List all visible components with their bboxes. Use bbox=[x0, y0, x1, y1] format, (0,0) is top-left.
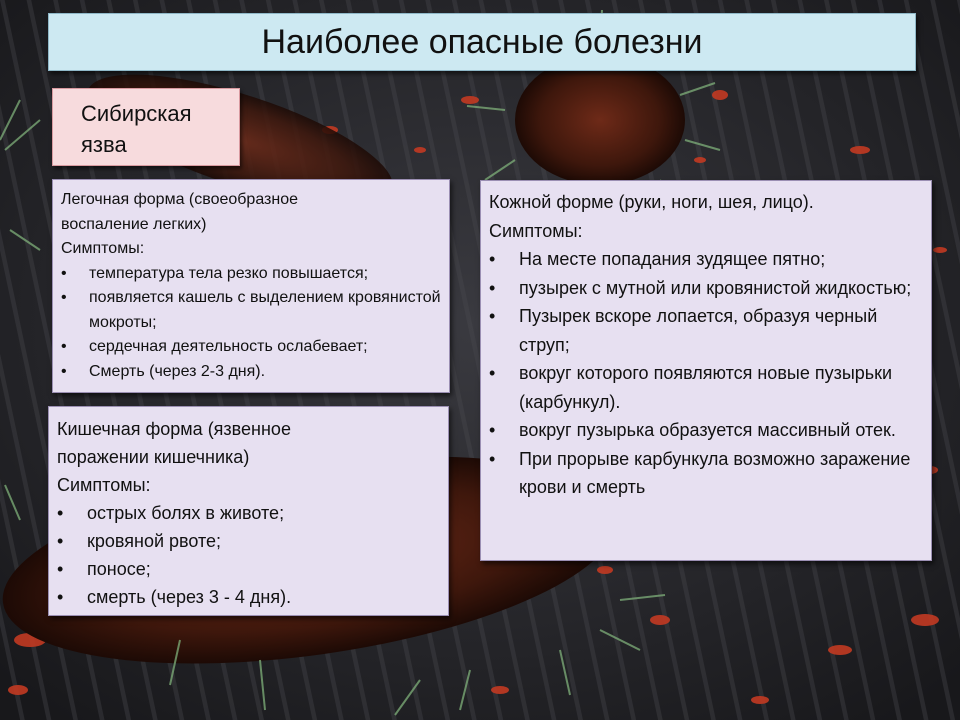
list-item bbox=[61, 335, 441, 360]
title-banner bbox=[48, 13, 916, 71]
list-item-text: появляется кашель с выделением кровянистой мокроты; bbox=[89, 289, 441, 331]
pulmonary-heading-line1: Легочная форма (своеобразное bbox=[61, 191, 299, 208]
list-item bbox=[61, 262, 441, 287]
list-item bbox=[489, 445, 923, 502]
bullet: • bbox=[57, 531, 64, 551]
list-item bbox=[61, 286, 441, 335]
bullet: • bbox=[57, 587, 64, 607]
intestinal-heading-line2: поражении кишечника) bbox=[57, 447, 250, 467]
list-item bbox=[57, 555, 440, 583]
list-item bbox=[57, 527, 440, 555]
intestinal-symptoms-label: Симптомы: bbox=[57, 475, 151, 495]
bullet: • bbox=[61, 338, 67, 355]
list-item-text: сердечная деятельность ослабевает; bbox=[89, 338, 368, 355]
bullet: • bbox=[61, 289, 67, 306]
bullet: • bbox=[57, 503, 64, 523]
bullet: • bbox=[489, 363, 496, 383]
list-item bbox=[489, 245, 923, 274]
bullet: • bbox=[489, 420, 496, 440]
intestinal-symptom-list bbox=[57, 499, 440, 611]
list-item bbox=[489, 274, 923, 303]
list-item-text: Пузырек вскоре лопается, образуя черный струп; bbox=[519, 306, 878, 355]
intestinal-form-card bbox=[48, 406, 449, 616]
page-title: Наиболее опасные болезни bbox=[261, 22, 703, 61]
list-item bbox=[57, 583, 440, 611]
bullet: • bbox=[489, 306, 496, 326]
pulmonary-heading-line2: воспаление легких) bbox=[61, 215, 207, 233]
list-item bbox=[61, 360, 441, 385]
list-item bbox=[57, 499, 440, 527]
bullet: • bbox=[57, 559, 64, 579]
bullet: • bbox=[61, 264, 67, 282]
pulmonary-form-card bbox=[52, 179, 450, 393]
list-item-text: смерть (через 3 - 4 дня). bbox=[87, 587, 292, 607]
list-item-text: кровяной рвоте; bbox=[87, 531, 222, 551]
disease-label: Сибирская язва bbox=[52, 88, 240, 166]
skin-symptoms-label: Симптомы: bbox=[489, 220, 583, 241]
list-item bbox=[489, 416, 923, 445]
list-item-text: На месте попадания зудящее пятно; bbox=[519, 249, 826, 269]
bullet: • bbox=[489, 448, 496, 469]
list-item-text: острых болях в животе; bbox=[87, 503, 285, 523]
list-item-text: Смерть (через 2-3 дня). bbox=[89, 362, 266, 380]
bullet: • bbox=[489, 277, 496, 298]
intestinal-heading-line1: Кишечная форма (язвенное bbox=[57, 419, 291, 439]
bullet: • bbox=[61, 362, 67, 380]
list-item-text: вокруг пузырька образуется массивный отек. bbox=[519, 420, 896, 440]
bullet: • bbox=[489, 249, 496, 269]
skin-form-card bbox=[480, 180, 932, 561]
pulmonary-symptoms-label: Симптомы: bbox=[61, 240, 145, 257]
skin-heading: Кожной форме (руки, ноги, шея, лицо). bbox=[489, 192, 814, 212]
list-item-text: При прорыве карбункула возможно заражение крови и смерть bbox=[519, 448, 911, 497]
list-item-text: пузырек с мутной или кровянистой жидкостью; bbox=[519, 277, 912, 298]
list-item bbox=[489, 302, 923, 359]
list-item-text: поносе; bbox=[87, 559, 151, 579]
pulmonary-symptom-list bbox=[61, 262, 441, 385]
list-item-text: вокруг которого появляются новые пузырьки (карбункул). bbox=[519, 363, 893, 412]
list-item-text: температура тела резко повышается; bbox=[89, 264, 369, 282]
skin-symptom-list bbox=[489, 245, 923, 502]
list-item bbox=[489, 359, 923, 416]
